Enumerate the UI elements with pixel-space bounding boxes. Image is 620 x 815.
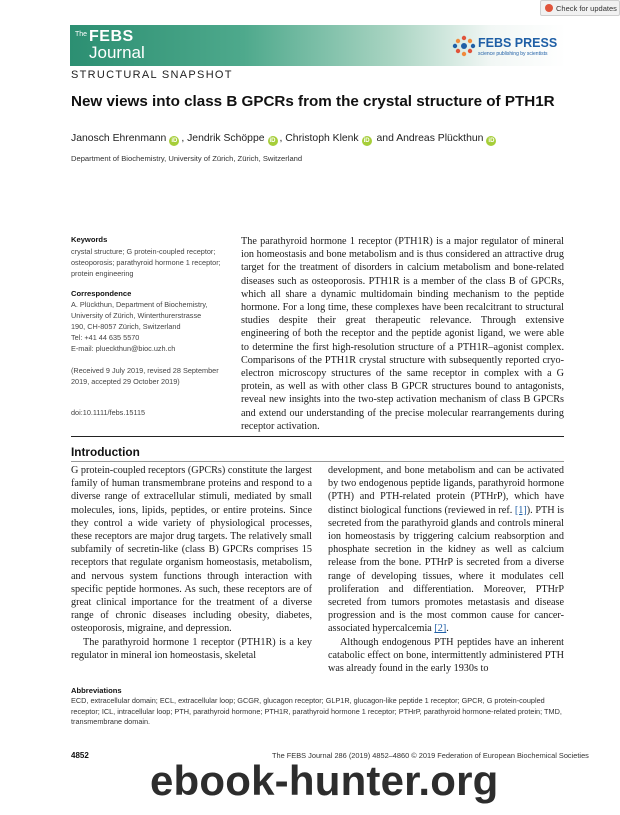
abstract: The parathyroid hormone 1 receptor (PTH1R) is a major regulator of mineral ion homeostasis and bone metabolism and is thus considered an attractive drug target for the treatment of disorders in calcium metabolism and bone-related diseases such as osteoporosis. PTH1R is a member of the class B of GPCRs, which all share a dynamic multidomain binding mechanism to the peptide hormone. For a long time, these complexes have been recalcitrant to structural studies despite their great therapeutic relevance. Through extensive engineering of both the receptor and the peptide agonist ligand, we were able to determine the first high-resolution structure of a PTH1R–agonist complex. Comparisons of the PTH1R crystal structure with subsequently reported cryo-electron microscopy structures of the same receptor in complex with a G protein, as well as with other class B GPCR structures bound to antagonists, reveal new insights into the two-step activation mechanism of class B GPCRs and extend our understanding of the precise molecular rearrangements during receptor activation. <box>241 236 564 432</box>
logo-febs: FEBS <box>89 28 134 45</box>
orcid-icon[interactable]: iD <box>171 138 178 144</box>
section-label: STRUCTURAL SNAPSHOT <box>71 69 233 81</box>
page-number: 4852 <box>71 751 89 760</box>
febs-press-logo-icon <box>452 35 476 57</box>
author-separator: and <box>373 133 397 144</box>
section-divider <box>71 461 564 462</box>
keywords-text: crystal structure; G protein-coupled receptor; osteoporosis; parathyroid hormone 1 receptor; protein engineering <box>71 247 221 278</box>
author-name[interactable]: Christoph Klenk <box>285 133 359 144</box>
correspondence-line: Tel: +41 44 635 5570 <box>71 333 140 342</box>
section-divider <box>71 436 564 437</box>
introduction-heading: Introduction <box>71 445 140 459</box>
correspondence-line: A. Plückthun, Department of Biochemistry, <box>71 300 208 309</box>
affiliation: Department of Biochemistry, University of Zürich, Zürich, Switzerland <box>71 154 303 163</box>
received-dates: (Received 9 July 2019, revised 28 September 2019, accepted 29 October 2019) <box>71 366 219 386</box>
author-list <box>71 133 591 146</box>
article-title: New views into class B GPCRs from the crystal structure of PTH1R <box>71 93 555 110</box>
paragraph: G protein-coupled receptors (GPCRs) constitute the largest family of human transmembrane proteins and respond to a diverse range of extracellular stimuli, mediated by small molecules, ions, lipids, peptides, or entire proteins. Since they control a wide variety of physiological processes, these receptors are major drug targets. The relatively small subfamily of secretin-like (class B) GPCRs comprises 15 receptors that regulate organism homeostasis, metabolism, and nervous system functions through interaction with specific peptide hormones. As such, these receptors are of great clinical importance for the treatment of a diverse range of chronic diseases including obesity, diabetes, osteoporosis, migraine, and depression. <box>71 465 312 635</box>
author-name[interactable]: Janosch Ehrenmann <box>71 133 167 144</box>
paragraph: The parathyroid hormone 1 receptor (PTH1R) is a key regulator in mineral ion homeostasis, skeletal <box>71 636 312 661</box>
paragraph-text: development, and bone metabolism and can be activated by two endogenous peptide ligands, parathyroid hormone (PTH) and PTH-related protein (PTHrP), which have distinct biological functions (reviewed in ref. <box>328 465 564 516</box>
author-separator: , <box>181 133 188 144</box>
body-column-right <box>328 464 564 675</box>
keywords-heading: Keywords <box>71 235 108 244</box>
footer-citation: The FEBS Journal 286 (2019) 4852–4860 © 2019 Federation of European Biochemical Societies <box>272 751 589 760</box>
abbreviations-text: ECD, extracellular domain; ECL, extracellular loop; GCGR, glucagon receptor; GLP1R, glucagon-like peptide 1 receptor; GPCR, G protein-coupled receptor; ICL, intracellular loop; PTH, parathyroid hormone; PTH1R, parathyroid hormone 1 receptor; PTHrP, parathyroid hormone-related protein; TMD, transmembrane domain. <box>71 696 562 726</box>
reference-link[interactable]: [1] <box>514 504 527 516</box>
check-for-updates-label: Check for updates <box>556 4 617 13</box>
check-for-updates-button[interactable] <box>540 0 620 16</box>
logo-the: The <box>75 31 88 38</box>
correspondence-line: University of Zürich, Winterthurerstrasse <box>71 311 202 320</box>
paragraph-text: . <box>446 623 449 635</box>
orcid-icon[interactable]: iD <box>269 138 276 144</box>
paragraph <box>328 464 564 636</box>
correspondence-email[interactable]: E-mail: plueckthun@bioc.uzh.ch <box>71 344 176 353</box>
orcid-icon[interactable]: iD <box>488 138 495 144</box>
author-separator: , <box>279 133 286 144</box>
logo-journal: Journal <box>89 43 145 62</box>
publisher-tagline: science publishing by scientists <box>478 51 548 57</box>
correspondence-heading: Correspondence <box>71 289 132 298</box>
author-name[interactable]: Jendrik Schöppe <box>187 133 265 144</box>
update-icon <box>545 4 553 12</box>
orcid-icon[interactable]: iD <box>363 138 370 144</box>
paragraph-text: ). PTH is secreted from the parathyroid glands and controls mineral ion homeostasis by triggering calcium reabsorption and phosphate secretion in the kidney as well as calcium release from the bone. PTHrP is secreted from a diverse range of developing tissues, where it modulates cell proliferation and differentiation. Moreover, PTHrP secreted from tumors promotes metastasis and disease progression and is the most common cause for cancer-associated hypercalcemia <box>328 504 565 635</box>
doi-link[interactable]: doi:10.1111/febs.15115 <box>71 408 146 417</box>
abbreviations-heading: Abbreviations <box>71 686 122 695</box>
paragraph: Although endogenous PTH peptides have an inherent catabolic effect on bone, intermittently administered PTH was already found in the early 1930s to <box>328 636 564 675</box>
reference-link[interactable]: [2] <box>434 623 447 635</box>
body-column-left <box>71 464 312 662</box>
publisher-name: FEBS PRESS <box>478 36 558 50</box>
watermark: ebook-hunter.org <box>150 757 499 804</box>
author-name[interactable]: Andreas Plückthun <box>396 133 484 144</box>
correspondence-block <box>71 299 231 354</box>
correspondence-line: 190, CH-8057 Zürich, Switzerland <box>71 322 181 331</box>
